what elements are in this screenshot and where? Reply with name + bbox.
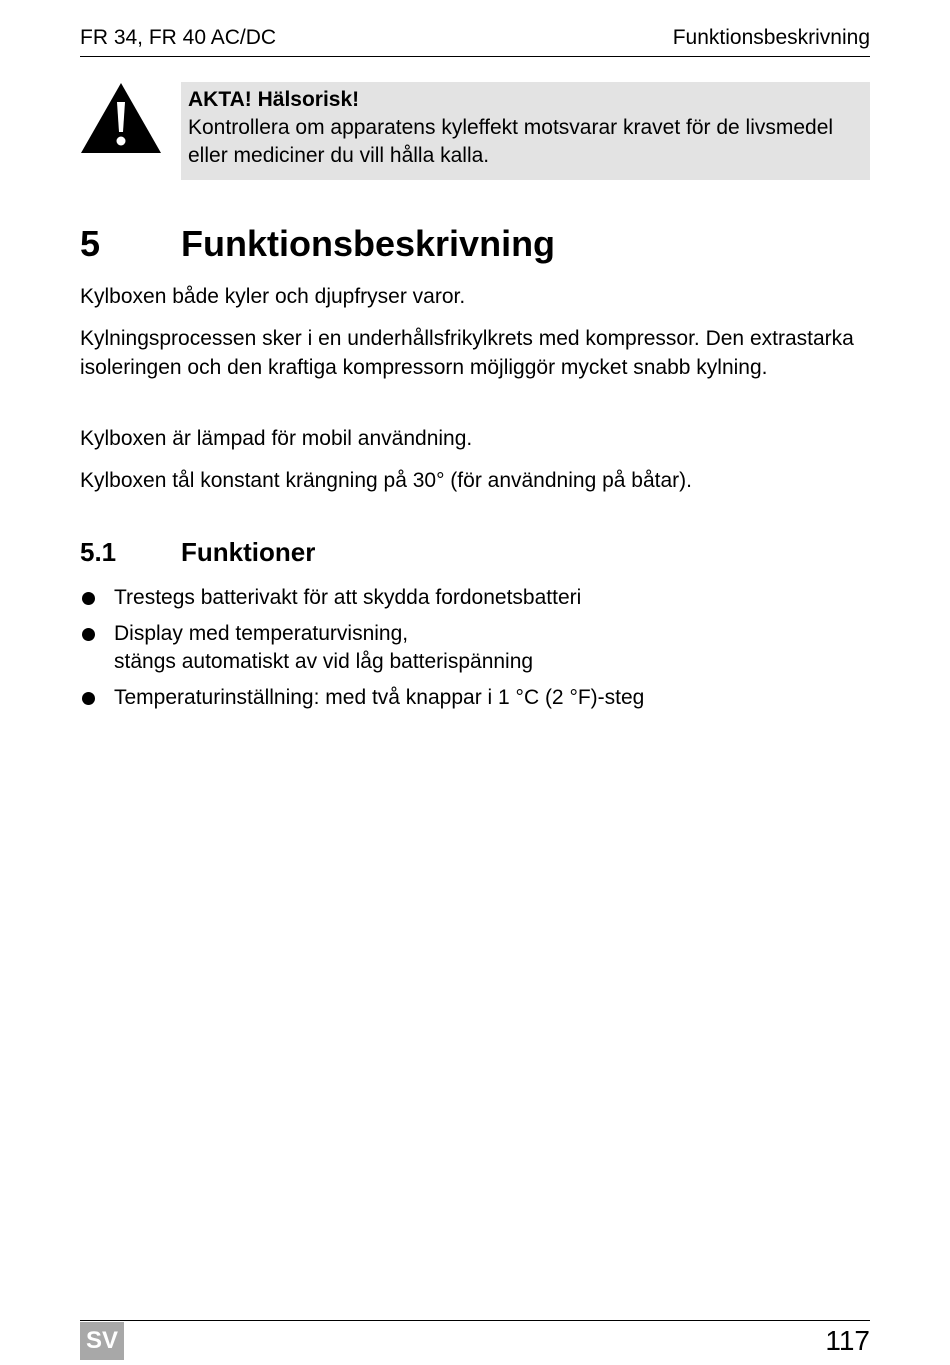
bullet-icon <box>82 628 95 641</box>
list-item <box>80 684 870 712</box>
warning-triangle-icon <box>80 82 162 154</box>
language-badge: SV <box>80 1322 124 1360</box>
subsection-number: 5.1 <box>80 537 117 567</box>
paragraph: Kylningsprocessen sker i en underhållsfrikylkrets med kompressor. Den extrastarka isoleringen och den kraftiga kompressorn möjliggör mycket snabb kylning. <box>80 327 854 379</box>
page-header <box>80 26 870 57</box>
list-item-text: Display med temperaturvisning, stängs automatiskt av vid låg batterispänning <box>114 622 534 673</box>
bullet-icon <box>82 592 95 605</box>
feature-list <box>80 584 870 720</box>
bullet-icon <box>82 692 95 705</box>
page-number: 117 <box>825 1325 870 1356</box>
paragraph: Kylboxen är lämpad för mobil användning. <box>80 427 473 450</box>
section-number: 5 <box>80 223 101 264</box>
header-product: FR 34, FR 40 AC/DC <box>80 26 277 49</box>
footer-divider <box>80 1320 870 1321</box>
warning-title: AKTA! Hälsorisk! <box>188 88 360 111</box>
paragraph: Kylboxen tål konstant krängning på 30° (för användning på båtar). <box>80 469 692 492</box>
warning-text: Kontrollera om apparatens kyleffekt motsvarar kravet för de livsmedel eller mediciner du vill hålla kalla. <box>188 116 834 167</box>
list-item-text: Temperaturinställning: med två knappar i 1 °C (2 °F)-steg <box>114 686 645 709</box>
section-title: Funktionsbeskrivning <box>181 223 556 264</box>
subsection-title: Funktioner <box>181 537 316 567</box>
warning-box <box>181 82 870 180</box>
paragraph: Kylboxen både kyler och djupfryser varor. <box>80 285 466 308</box>
list-item-text: Trestegs batterivakt för att skydda fordonetsbatteri <box>114 586 582 609</box>
header-chapter: Funktionsbeskrivning <box>672 26 870 49</box>
list-item <box>80 620 870 676</box>
list-item <box>80 584 870 612</box>
